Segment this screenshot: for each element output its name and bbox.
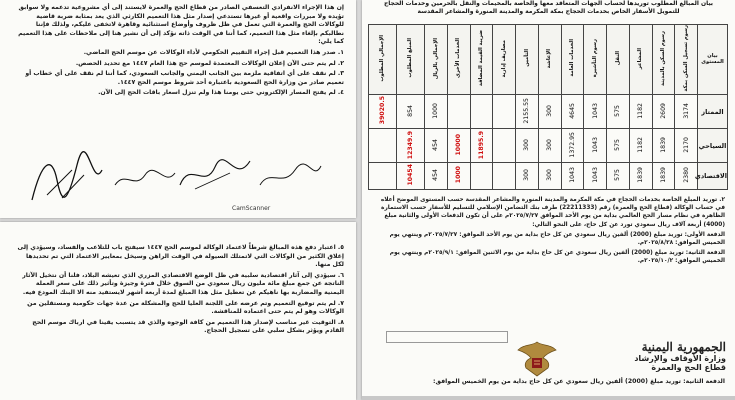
letter-top-item-1: ١. صدر هذا التعميم قبل إجراء التقييم الحكومي لأداء الوكالات عن موسم الحج الماضي. <box>83 48 344 56</box>
column-header: رسوم السكن بالمدينة <box>652 25 675 95</box>
letter-bottom-item-7: ٧. لم يتم توقيع التعميم وتم عرضه على اللجنة العليا للحج والمشكلة من عدة جهات حكومية ومستقلين من الوكالات وهو لم يتم حتى اعتماده للمناقشة. <box>27 299 344 316</box>
table-cell <box>493 163 516 190</box>
table-cell: 300 <box>516 129 539 163</box>
letter-bottom-list <box>14 244 344 336</box>
circular-header-line-2: للتمويل الأسفار الخاص بخدمات الحجاج بمكة المكرمة والمدينة المنورة والمشاعر المقدسة <box>417 8 680 15</box>
signature-mark <box>22 150 112 210</box>
table-cell: 11895.9 <box>470 129 493 163</box>
table-cell: 1043 <box>584 94 607 128</box>
column-header: مصاريف إدارية <box>493 25 516 95</box>
table-cell: 300 <box>516 163 539 190</box>
circular-footer-note: الدفعة الثانية: توريد مبلغ (2000) ألفين ريال سعودي عن كل حاج بداية من يوم الخميس الموافق: <box>433 378 725 385</box>
fees-table-header <box>369 25 728 95</box>
circular-header <box>368 0 729 16</box>
letter-top-item-2: ٢. لم يتم حتى الآن إعلان الوكالات المعتمدة لموسم حج هذا العام ١٤٤٧ مع تحديد الحصص. <box>75 59 344 67</box>
letter-top-item-3: ٣. لم نقف على أي اتفاقية ملزمة بين الجانب اليمني والجانب السعودي، كما أننا لم نقف على أي خطاب أو تعميم صادر من وزارة الحج السعودية باعتباره أحد شروط موسم الحج ١٤٤٧. <box>25 70 344 86</box>
column-header: الإجمالي بالريال <box>425 25 448 95</box>
divider-box <box>386 331 508 343</box>
table-cell: 2155.55 <box>516 94 539 128</box>
ministry-header <box>584 340 726 372</box>
column-header: المبلغ المطلوب <box>397 25 425 95</box>
table-cell: 1839 <box>629 163 652 190</box>
table-cell: 1839 <box>652 129 675 163</box>
table-cell: 1182 <box>629 129 652 163</box>
column-header: النقل <box>607 25 630 95</box>
table-row <box>369 129 728 163</box>
column-header: الإجمالي المطلوب <box>369 25 397 95</box>
table-cell: 854 <box>397 94 425 128</box>
table-cell: 1372.95 <box>561 129 584 163</box>
table-cell: 2609 <box>652 94 675 128</box>
column-header: رسوم تسجيل السكن بمكة <box>675 25 698 95</box>
total-cell: 12349.9 <box>397 129 425 163</box>
table-cell: 300 <box>538 94 561 128</box>
letter-bottom-body <box>14 244 344 338</box>
table-cell: 454 <box>425 163 448 190</box>
table-cell <box>369 163 397 190</box>
table-cell: 3174 <box>675 94 698 128</box>
table-cell: 1182 <box>629 94 652 128</box>
table-row <box>369 163 728 190</box>
total-cell: 39020.5 <box>369 94 397 128</box>
sector-name: قطاع الحج والعمرة <box>651 363 726 372</box>
circular-note-payment-1: الدفعة الأولى: توريد مبلغ (2000) ألفين ريال سعودي عن كل حاج بداية من يوم الأحد الموافق: ٢٠٢٥/٧/٢٧م وينتهي يوم الخميس الموافق: ٢٠٢٥/٨/٢٨م. <box>389 231 725 247</box>
column-header: الخدمات الأخرى <box>447 25 470 95</box>
table-row <box>369 94 728 128</box>
letter-top-item-4: ٤. لم يفتح المسار الإلكتروني حتى يومنا هذا ولم تنزل اسعار باقات الحج إلى الآن. <box>98 89 344 97</box>
table-cell: 575 <box>607 94 630 128</box>
column-header: الإعاشة <box>538 25 561 95</box>
signature-mark <box>255 160 325 195</box>
eagle-emblem-icon <box>514 338 560 380</box>
table-cell: 1043 <box>584 163 607 190</box>
table-cell <box>447 94 470 128</box>
circular-note-payment-2: الدفعة الثانية: توريد مبلغ (2000) ألفين ريال سعودي عن كل حاج بداية من يوم الاثنين الموافق: ٢٠٢٥/٩/١م وينتهي يوم الخميس الموافق: ٢٠٢٥/١٠/٢م. <box>389 250 725 265</box>
table-cell: 1000 <box>447 163 470 190</box>
circular-footer <box>374 378 725 387</box>
letter-top-body <box>14 4 344 100</box>
total-cell: 10454 <box>397 163 425 190</box>
table-cell: 2170 <box>675 129 698 163</box>
letter-top-intro: إن هذا الإجراء الانفرادي التعسفي الصادر من قطاع الحج والعمرة لايستند إلى أي مشروعية تدعمه ولا سوابق تؤيده ولا مبررات واقعية أو غيرها تستدعي إصدار مثل هذا التعميم الكارثي الذي يعد بمثابة ضربة قاضية للوكالات الحج والعمرة التي تعمل في ظل ظروف وأوضاع استثنائية وقاهرة لاتخفى عليكم، ولذلك فإننا نطالبكم بإلغاء مثل هذا التعميم، كما أننا في الوقت ذاته نؤكد إلى أن نشير هنا إلى ملاحظات على هذا التعميم كما يلي: <box>18 4 344 46</box>
table-cell: 1000 <box>425 94 448 128</box>
letter-top-list <box>14 49 344 98</box>
table-cell: 300 <box>538 163 561 190</box>
fees-table <box>368 24 728 190</box>
table-cell <box>470 94 493 128</box>
table-cell: 1043 <box>584 129 607 163</box>
table-cell: 300 <box>538 129 561 163</box>
letter-page-bottom <box>0 222 356 400</box>
circular-notes <box>374 196 725 266</box>
table-cell: 4645 <box>561 94 584 128</box>
table-cell <box>493 129 516 163</box>
ministry-name: وزارة الأوقاف والإرشاد <box>634 354 726 363</box>
circular-page <box>362 0 735 400</box>
table-cell: 2380 <box>675 163 698 190</box>
circular-note-2: ٢. توريد المبلغ الخاصة بخدمات الحجاج في مكة المكرمة والمدينة المنورة والمشاعر المقدسة حسب المستوى الموضح أعلاه في حساب الوكالة (قطاع الحج والعمرة) رقم (22211333) طرف بنك التضامن الإسلامي للتسليم للأسفار حسب الاستمارة الظاهرة في نظام مسار الحج العالمي بداية من يوم الأحد الموافق ٢٠٢٥/٧/٢٧م على أن تكون الدفعات الأولى والثانية مبلغ (4000) أربعة آلاف ريال سعودي تورد عن كل حاج، على النحو التالي: <box>380 197 725 228</box>
table-cell <box>493 94 516 128</box>
circular-header-line-1: بيان المبالغ المطلوب توريدها لحساب الجهات المتعاقد معها والخاصة بالمخيمات والنقل بالحرمين وخدمات الحجاج <box>383 0 714 7</box>
column-header: المشاعر <box>629 25 652 95</box>
table-cell: 575 <box>607 163 630 190</box>
signature-mark <box>110 165 180 195</box>
table-cell: 10000 <box>447 129 470 163</box>
column-header: التأمين <box>516 25 539 95</box>
letter-bottom-item-5: ٥. اعتبار دفع هذه المبالغ شرطاً لاعتماد الوكالة لموسم الحج ١٤٤٧ سيفتح باب للتلاعب والفساد، وسيؤدي إلى إغلاق الكثير من الوكالات التي لاتمتلك السيولة في الوقت الراهن وسيخل بمعايير الاعتماد التي تم تحديدها لكل منها. <box>17 244 344 269</box>
page-edge <box>362 396 735 400</box>
scanner-watermark: CamScanner <box>232 205 271 212</box>
row-label-tourist: السياحي <box>698 129 728 163</box>
column-header: بيان المستوى <box>698 25 728 95</box>
table-cell: 1043 <box>561 163 584 190</box>
column-header: الخدمات العامة <box>561 25 584 95</box>
republic-name: الجمهورية اليمنية <box>641 340 726 354</box>
row-label-premium: الممتاز <box>698 94 728 128</box>
table-cell <box>369 129 397 163</box>
letter-page-top <box>0 0 356 218</box>
column-header: ضريبة القيمة المضافة <box>470 25 493 95</box>
table-cell: 1839 <box>652 163 675 190</box>
signature-mark <box>175 155 255 195</box>
table-cell <box>470 163 493 190</box>
letter-bottom-item-6: ٦. سيؤدي إلى آثار اقتصادية سلبية في ظل الوضع الاقتصادي المزري الذي تعيشه البلاد، فلنا أن نتخيل الآثار الناتجة عن جمع مبلغ مائة مليون ريال سعودي من السوق خلال فترة وجيزة وتأثير ذلك على سعر العملة اليمنية والمضاربة بها ناهيكم عن تعطيل مثل هذا المبلغ لمدة أربعة أشهر لايستفيد منه الا البنك المودع فيه. <box>22 271 344 296</box>
letter-bottom-item-8: ٨. التوقيت غير مناسب لإصدار هذا التعميم من كافة الوجوه والذي قد يتسبب يقينا في ارباك موسم الحج القادم ويؤثر بشكل سلبي على تسجيل الحجاج. <box>32 318 344 335</box>
column-header: رسوم التأشيرة <box>584 25 607 95</box>
table-cell: 575 <box>607 129 630 163</box>
table-cell: 454 <box>425 129 448 163</box>
row-label-economy: الاقتصادي <box>698 163 728 190</box>
